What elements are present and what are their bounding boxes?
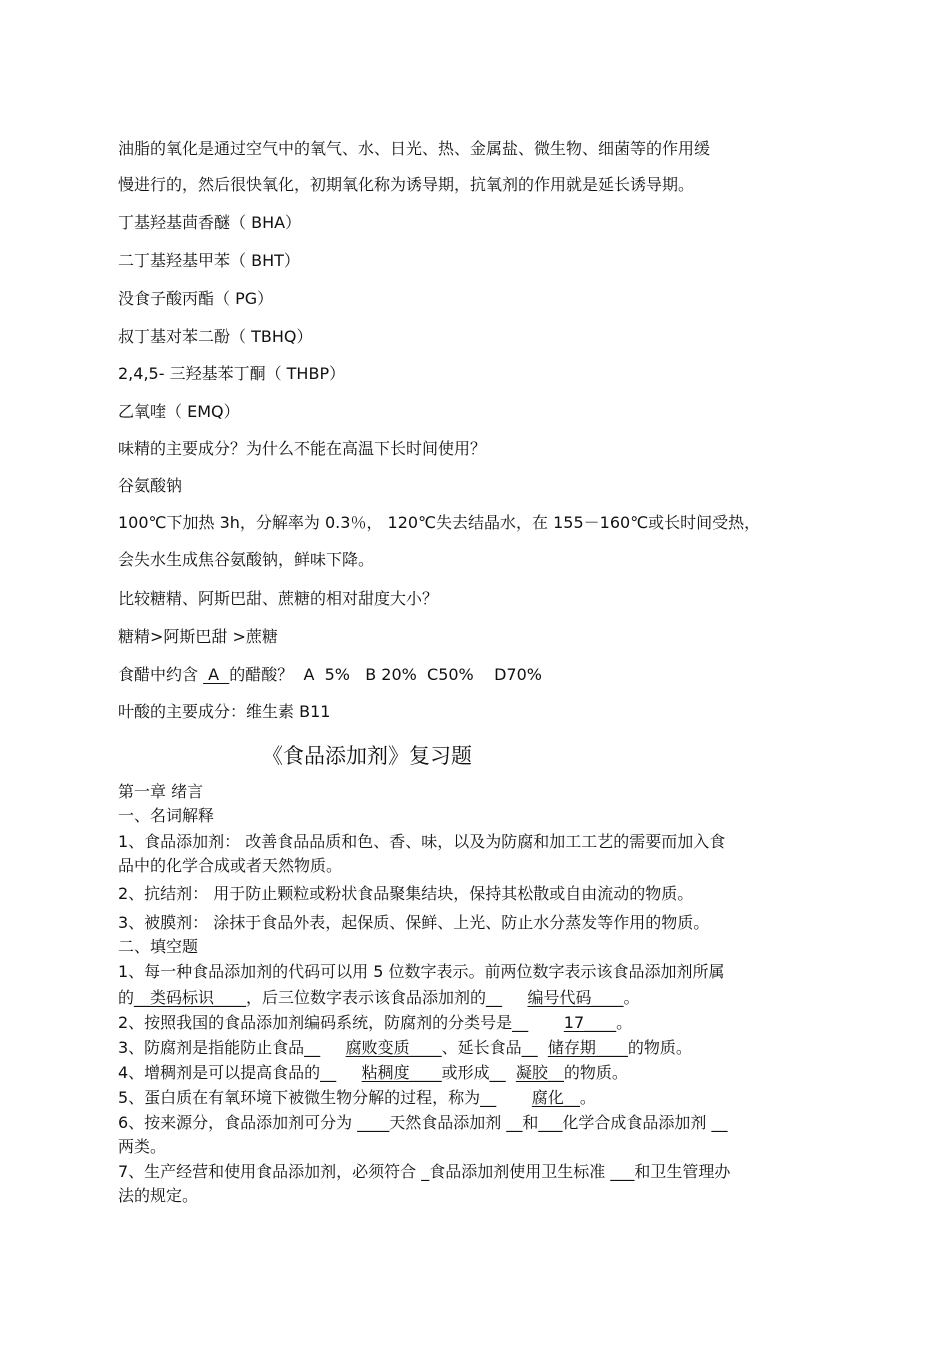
fill-4 bbox=[118, 1063, 628, 1083]
msg-answer: 谷氨酸钠 bbox=[118, 476, 183, 495]
fill-3-answer-1: 腐败变质 bbox=[345, 1038, 410, 1057]
fill-2 bbox=[118, 1013, 632, 1033]
fill-4-answer-1: 粘稠度 bbox=[361, 1063, 410, 1082]
chapter-heading: 第一章 绪言 bbox=[118, 782, 204, 801]
fill-5-text-c: __。 bbox=[563, 1088, 596, 1107]
vinegar-answer: A bbox=[203, 665, 230, 684]
definition-1-line-2: 品中的化学合成或者天然物质。 bbox=[118, 856, 343, 875]
fill-5-answer: 腐化 bbox=[531, 1088, 564, 1107]
fill-4-text-e: __的物质。 bbox=[547, 1063, 628, 1082]
definition-2: 2、抗结剂： 用于防止颗粒或粉状食品聚集结块，保持其松散或自由流动的物质。 bbox=[118, 884, 694, 903]
fill-7-line-1: 7、生产经营和使用食品添加剂，必须符合 _食品添加剂使用卫生标准 ___和卫生管理办 bbox=[118, 1162, 731, 1181]
fill-6-line-1: 6、按来源分，食品添加剂可分为 ____天然食品添加剂 __和___化学合成食品添加剂 __ bbox=[118, 1113, 728, 1132]
fill-3-text-a: 3、防腐剂是指能防止食品__ bbox=[118, 1038, 346, 1057]
msg-detail-line-2: 会失水生成焦谷氨酸钠，鲜味下降。 bbox=[118, 550, 375, 569]
fill-3-text-c: ____、延长食品__ bbox=[409, 1038, 548, 1057]
fill-3-answer-2: 储存期 bbox=[547, 1038, 596, 1057]
fill-6-line-2: 两类。 bbox=[118, 1137, 167, 1156]
fill-2-answer: 17 bbox=[563, 1013, 585, 1032]
fill-1-line-1: 1、每一种食品添加剂的代码可以用 5 位数字表示。前两位数字表示该食品添加剂所属 bbox=[118, 962, 725, 981]
folic-acid-line: 叶酸的主要成分：维生素 B11 bbox=[118, 702, 331, 721]
oxidation-line-1: 油脂的氧化是通过空气中的氧气、水、日光、热、金属盐、微生物、细菌等的作用缓 bbox=[118, 139, 711, 158]
review-title: 《食品添加剂》复习题 bbox=[262, 744, 472, 768]
fill-1-text-e: ____。 bbox=[591, 988, 640, 1007]
fill-4-answer-2: 凝胶 bbox=[515, 1063, 548, 1082]
fill-7-line-2: 法的规定。 bbox=[118, 1186, 199, 1205]
fill-1-text-c: ____，后三位数字表示该食品添加剂的__ bbox=[214, 988, 528, 1007]
msg-detail-line-1: 100℃下加热 3h，分解率为 0.3％， 120℃失去结晶水，在 155－160℃或长时间受热， bbox=[118, 513, 761, 532]
fill-2-text-a: 2、按照我国的食品添加剂编码系统，防腐剂的分类号是__ bbox=[118, 1013, 564, 1032]
antioxidant-tbhq: 叔丁基对苯二酚（ TBHQ） bbox=[118, 327, 313, 346]
oxidation-line-2: 慢进行的，然后很快氧化，初期氧化称为诱导期，抗氧剂的作用就是延长诱导期。 bbox=[118, 175, 695, 194]
antioxidant-pg: 没食子酸丙酯（ PG） bbox=[118, 289, 274, 308]
fill-5-text-a: 5、蛋白质在有氧环境下被微生物分解的过程，称为__ bbox=[118, 1088, 532, 1107]
msg-question: 味精的主要成分？为什么不能在高温下长时间使用？ bbox=[118, 439, 487, 458]
definition-3: 3、被膜剂： 涂抹于食品外表，起保质、保鲜、上光、防止水分蒸发等作用的物质。 bbox=[118, 913, 710, 932]
section-definitions: 一、名词解释 bbox=[118, 806, 215, 825]
antioxidant-bha: 丁基羟基茴香醚（ BHA） bbox=[118, 213, 302, 232]
fill-4-text-c: ____或形成__ bbox=[409, 1063, 516, 1082]
section-fill-blank: 二、填空题 bbox=[118, 937, 199, 956]
antioxidant-thbp: 2,4,5- 三羟基苯丁酮（ THBP） bbox=[118, 364, 346, 383]
fill-1-answer-1: 类码标识 bbox=[150, 988, 215, 1007]
fill-1-text-a: 的__ bbox=[118, 988, 151, 1007]
sweetness-question: 比较糖精、阿斯巴甜、蔗糖的相对甜度大小？ bbox=[118, 589, 439, 608]
vinegar-question bbox=[118, 665, 542, 685]
definition-1-line-1: 1、食品添加剂： 改善食品品质和色、香、味，以及为防腐和加工工艺的需要而加入食 bbox=[118, 832, 726, 851]
fill-1-line-2 bbox=[118, 988, 640, 1008]
fill-3 bbox=[118, 1038, 692, 1058]
vinegar-text-a: 食醋中约含 bbox=[118, 665, 204, 684]
vinegar-text-c: 的醋酸？ A 5% B 20% C50% D70% bbox=[229, 665, 542, 684]
antioxidant-bht: 二丁基羟基甲苯（ BHT） bbox=[118, 251, 300, 270]
fill-1-answer-2: 编号代码 bbox=[527, 988, 592, 1007]
fill-3-text-e: ____的物质。 bbox=[595, 1038, 692, 1057]
fill-4-text-a: 4、增稠剂是可以提高食品的__ bbox=[118, 1063, 362, 1082]
antioxidant-emq: 乙氧喹（ EMQ） bbox=[118, 402, 240, 421]
fill-5 bbox=[118, 1088, 596, 1108]
fill-2-text-c: ____。 bbox=[584, 1013, 633, 1032]
sweetness-answer: 糖精>阿斯巴甜 >蔗糖 bbox=[118, 627, 278, 646]
